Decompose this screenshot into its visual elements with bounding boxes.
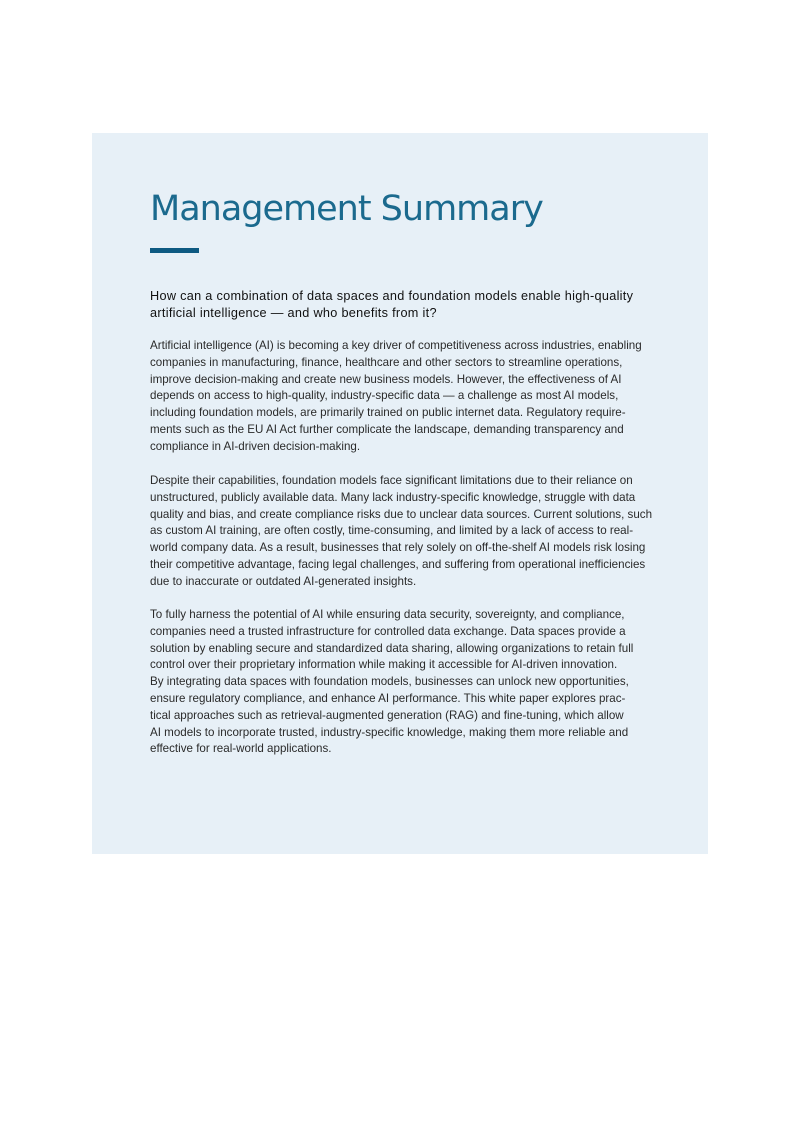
body-paragraph-2 — [150, 473, 658, 591]
paragraph-line: compliance in AI-driven decision-making. — [150, 439, 361, 453]
paragraph-line: due to inaccurate or outdated AI-generated insights. — [150, 574, 417, 588]
paragraph-line: effective for real-world applications. — [150, 742, 332, 756]
paragraph-line: improve decision-making and create new business models. However, the effectiveness of AI — [150, 372, 622, 386]
paragraph-line: their competitive advantage, facing legal challenges, and suffering from operational inefficiencies — [150, 557, 646, 571]
paragraph-line: To fully harness the potential of AI while ensuring data security, sovereignty, and compliance, — [150, 608, 625, 621]
paragraph-line: AI models to incorporate trusted, industry-specific knowledge, making them more reliable and — [150, 725, 629, 739]
body-paragraph-3 — [150, 607, 658, 758]
paragraph-line: companies in manufacturing, finance, healthcare and other sectors to streamline operations, — [150, 355, 623, 369]
paragraph-line: depends on access to high-quality, industry-specific data — a challenge as most AI models, — [150, 389, 619, 403]
paragraph-line: companies need a trusted infrastructure for controlled data exchange. Data spaces provide a — [150, 624, 626, 638]
paragraph-line: world company data. As a result, businesses that rely solely on off-the-shelf AI models risk losing — [150, 541, 646, 555]
paragraph-line: including foundation models, are primarily trained on public internet data. Regulatory require- — [150, 406, 626, 420]
paragraph-line: ments such as the EU AI Act further complicate the landscape, demanding transparency and — [150, 422, 624, 436]
title-accent-rule — [150, 248, 199, 253]
body-paragraph-1 — [150, 338, 658, 456]
paragraph-line: control over their proprietary information while making it accessible for AI-driven innovation. — [150, 658, 618, 672]
paragraph-line: as custom AI training, are often costly, time-consuming, and limited by a lack of access to real- — [150, 524, 634, 538]
page-title: Management Summary — [150, 189, 543, 229]
paragraph-line: quality and bias, and create compliance risks due to unclear data sources. Current solutions, such — [150, 507, 653, 521]
paragraph-line: unstructured, publicly available data. Many lack industry-specific knowledge, struggle with data — [150, 490, 636, 504]
paragraph-line: Artificial intelligence (AI) is becoming a key driver of competitiveness across industries, enabling — [150, 339, 642, 352]
paragraph-line: ensure regulatory compliance, and enhance AI performance. This white paper explores prac- — [150, 691, 626, 705]
paragraph-line: tical approaches such as retrieval-augmented generation (RAG) and fine-tuning, which allow — [150, 708, 624, 722]
paragraph-line: solution by enabling secure and standardized data sharing, allowing organizations to retain full — [150, 641, 634, 655]
lead-question-line: artificial intelligence — and who benefits from it? — [150, 306, 437, 320]
lead-question-line: How can a combination of data spaces and foundation models enable high-quality — [150, 289, 634, 303]
paragraph-line: Despite their capabilities, foundation models face significant limitations due to their reliance on — [150, 474, 633, 487]
lead-question — [150, 288, 660, 322]
paragraph-line: By integrating data spaces with foundation models, businesses can unlock new opportunities, — [150, 675, 629, 689]
